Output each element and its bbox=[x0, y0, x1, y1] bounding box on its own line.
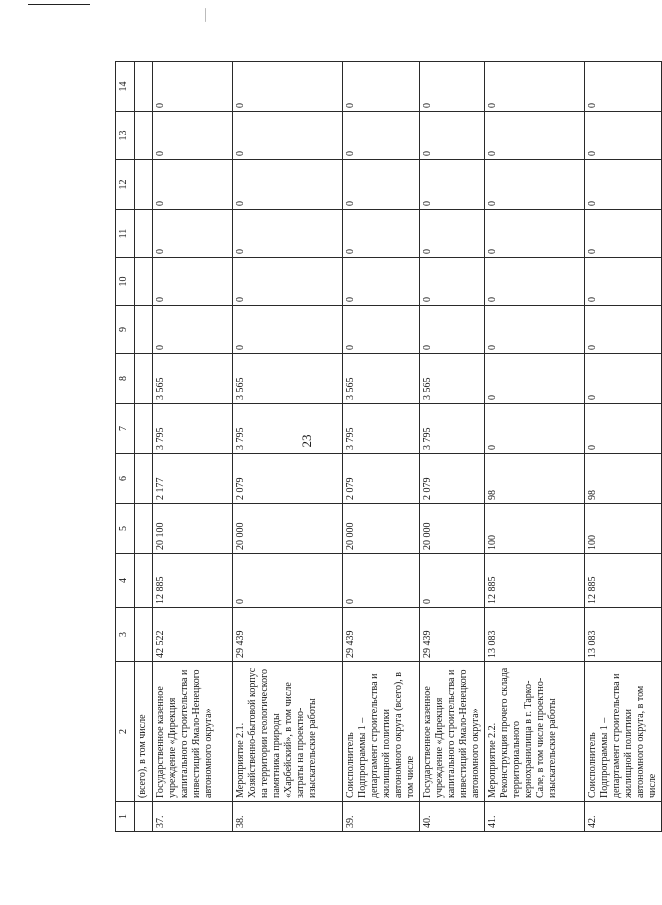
value-cell: 13 083 bbox=[585, 608, 662, 662]
row-number: 37. bbox=[153, 802, 233, 832]
page-number: 23 bbox=[299, 434, 314, 448]
value-cell: 3 565 bbox=[153, 354, 233, 404]
value-cell: 3 795 bbox=[153, 404, 233, 454]
empty-cell bbox=[135, 210, 153, 258]
value-cell: 29 439 bbox=[233, 608, 343, 662]
value-cell: 0 bbox=[153, 210, 233, 258]
value-cell: 0 bbox=[485, 62, 585, 112]
value-cell: 0 bbox=[153, 306, 233, 354]
value-cell: 0 bbox=[585, 112, 662, 160]
value-cell: 20 100 bbox=[153, 504, 233, 554]
value-cell: 3 565 bbox=[233, 354, 343, 404]
empty-cell bbox=[135, 504, 153, 554]
value-cell: 0 bbox=[585, 404, 662, 454]
budget-table bbox=[115, 61, 662, 832]
value-cell: 0 bbox=[343, 112, 420, 160]
value-cell: 0 bbox=[343, 160, 420, 210]
value-cell: 2 079 bbox=[420, 454, 485, 504]
value-cell: 0 bbox=[485, 160, 585, 210]
empty-cell bbox=[135, 608, 153, 662]
value-cell: 0 bbox=[485, 306, 585, 354]
row-number: 40. bbox=[420, 802, 485, 832]
value-cell: 12 885 bbox=[585, 554, 662, 608]
value-cell: 0 bbox=[343, 306, 420, 354]
row-description: (всего), в том числе bbox=[135, 662, 153, 802]
value-cell: 0 bbox=[420, 258, 485, 306]
value-cell: 0 bbox=[420, 306, 485, 354]
value-cell: 3 795 bbox=[343, 404, 420, 454]
value-cell: 0 bbox=[233, 210, 343, 258]
table-row bbox=[485, 62, 585, 832]
value-cell: 0 bbox=[233, 554, 343, 608]
value-cell: 0 bbox=[420, 210, 485, 258]
value-cell: 0 bbox=[485, 354, 585, 404]
value-cell: 3 795 bbox=[233, 404, 343, 454]
value-cell: 0 bbox=[485, 112, 585, 160]
value-cell: 0 bbox=[343, 210, 420, 258]
value-cell: 0 bbox=[233, 112, 343, 160]
value-cell: 0 bbox=[343, 554, 420, 608]
value-cell: 0 bbox=[233, 160, 343, 210]
value-cell: 98 bbox=[585, 454, 662, 504]
col-header: 10 bbox=[116, 258, 135, 306]
top-rule bbox=[28, 4, 90, 5]
value-cell: 3 795 bbox=[420, 404, 485, 454]
value-cell: 0 bbox=[343, 62, 420, 112]
value-cell: 12 885 bbox=[485, 554, 585, 608]
table-row bbox=[153, 62, 233, 832]
value-cell: 20 000 bbox=[420, 504, 485, 554]
empty-cell bbox=[135, 554, 153, 608]
col-header: 9 bbox=[116, 306, 135, 354]
col-header: 6 bbox=[116, 454, 135, 504]
row-description: Соисполнитель Подпрограммы 1 – департамент строительства и жилищной политики автономного округа (всего), в том числе bbox=[343, 662, 420, 802]
table-body bbox=[153, 62, 662, 832]
value-cell: 0 bbox=[485, 210, 585, 258]
scan-mark bbox=[205, 8, 206, 22]
value-cell: 29 439 bbox=[420, 608, 485, 662]
value-cell: 0 bbox=[153, 160, 233, 210]
table-row bbox=[420, 62, 485, 832]
col-header: 12 bbox=[116, 160, 135, 210]
value-cell: 20 000 bbox=[343, 504, 420, 554]
row-number: 41. bbox=[485, 802, 585, 832]
value-cell: 0 bbox=[233, 258, 343, 306]
row-description: Мероприятие 2.2. Реконструкция прочего склада территориального кернохранилища в г. Тарко-Сале, в том числе проектно-изыскательские работы bbox=[485, 662, 585, 802]
value-cell: 3 565 bbox=[343, 354, 420, 404]
row-number: 42. bbox=[585, 802, 662, 832]
empty-cell bbox=[135, 258, 153, 306]
empty-cell bbox=[135, 306, 153, 354]
value-cell: 12 885 bbox=[153, 554, 233, 608]
value-cell: 2 177 bbox=[153, 454, 233, 504]
value-cell: 0 bbox=[585, 210, 662, 258]
value-cell: 0 bbox=[485, 258, 585, 306]
rotated-table-wrapper bbox=[115, 62, 658, 832]
col-header: 13 bbox=[116, 112, 135, 160]
col-header: 2 bbox=[116, 662, 135, 802]
table-row bbox=[233, 62, 343, 832]
table-row bbox=[585, 62, 662, 832]
row-number: 39. bbox=[343, 802, 420, 832]
row-number-cell bbox=[135, 802, 153, 832]
value-cell: 0 bbox=[585, 160, 662, 210]
value-cell: 0 bbox=[420, 554, 485, 608]
value-cell: 100 bbox=[585, 504, 662, 554]
value-cell: 0 bbox=[585, 62, 662, 112]
col-header: 14 bbox=[116, 62, 135, 112]
value-cell: 20 000 bbox=[233, 504, 343, 554]
value-cell: 2 079 bbox=[343, 454, 420, 504]
table-row-lead bbox=[135, 62, 153, 832]
value-cell: 0 bbox=[233, 62, 343, 112]
value-cell: 0 bbox=[420, 62, 485, 112]
value-cell: 0 bbox=[153, 62, 233, 112]
value-cell: 0 bbox=[585, 306, 662, 354]
col-header: 8 bbox=[116, 354, 135, 404]
empty-cell bbox=[135, 454, 153, 504]
empty-cell bbox=[135, 62, 153, 112]
value-cell: 0 bbox=[420, 112, 485, 160]
col-header: 5 bbox=[116, 504, 135, 554]
value-cell: 0 bbox=[420, 160, 485, 210]
empty-cell bbox=[135, 354, 153, 404]
value-cell: 0 bbox=[585, 258, 662, 306]
row-description: Мероприятие 2.1. Хозяйственно-бытовой корпус на территории геологического памятника природы «Харбейский», в том числе затраты на проектно-изыскательские работы bbox=[233, 662, 343, 802]
row-description: Государственное казенное учреждение «Дирекция капитального строительства и инвестиций Ямало-Ненецкого автономного округа» bbox=[153, 662, 233, 802]
col-header: 3 bbox=[116, 608, 135, 662]
col-header: 1 bbox=[116, 802, 135, 832]
col-header: 7 bbox=[116, 404, 135, 454]
value-cell: 100 bbox=[485, 504, 585, 554]
value-cell: 3 565 bbox=[420, 354, 485, 404]
value-cell: 0 bbox=[485, 404, 585, 454]
value-cell: 0 bbox=[233, 306, 343, 354]
row-description: Соисполнитель Подпрограммы 1 – департамент строительства и жилищной политики автономного округа, в том числе bbox=[585, 662, 662, 802]
empty-cell bbox=[135, 112, 153, 160]
column-header-row bbox=[116, 62, 135, 832]
col-header: 4 bbox=[116, 554, 135, 608]
value-cell: 0 bbox=[585, 354, 662, 404]
value-cell: 0 bbox=[153, 112, 233, 160]
empty-cell bbox=[135, 160, 153, 210]
value-cell: 0 bbox=[343, 258, 420, 306]
value-cell: 13 083 bbox=[485, 608, 585, 662]
value-cell: 42 522 bbox=[153, 608, 233, 662]
row-number: 38. bbox=[233, 802, 343, 832]
row-description: Государственное казенное учреждение «Дирекция капитального строительства и инвестиций Ямало-Ненецкого автономного округа» bbox=[420, 662, 485, 802]
value-cell: 29 439 bbox=[343, 608, 420, 662]
table-row bbox=[343, 62, 420, 832]
value-cell: 2 079 bbox=[233, 454, 343, 504]
value-cell: 0 bbox=[153, 258, 233, 306]
value-cell: 98 bbox=[485, 454, 585, 504]
empty-cell bbox=[135, 404, 153, 454]
col-header: 11 bbox=[116, 210, 135, 258]
